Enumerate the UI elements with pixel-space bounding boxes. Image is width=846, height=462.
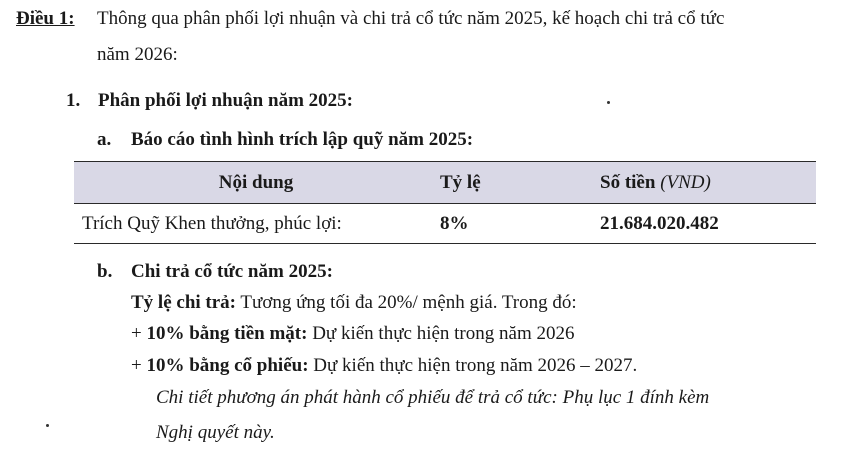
article-label: Điều 1: xyxy=(16,8,75,29)
section-b-heading xyxy=(97,261,333,283)
header-amount xyxy=(548,162,816,204)
table-header-row xyxy=(74,162,816,204)
section1-title: Phân phối lợi nhuận năm 2025: xyxy=(98,90,353,111)
row-amount: 21.684.020.482 xyxy=(548,204,816,244)
section-a-number: a. xyxy=(97,129,112,150)
list-item-bold: 10% bằng tiền mặt: xyxy=(146,323,308,344)
header-rate: Tỷ lệ xyxy=(438,162,548,204)
scan-speck xyxy=(607,101,610,104)
article-text-line1: Thông qua phân phối lợi nhuận và chi trả cổ tức năm 2025, kế hoạch chi trả cổ tức xyxy=(97,8,725,29)
article-text-line2: năm 2026: xyxy=(97,44,178,65)
payout-ratio-text: Tương ứng tối đa 20%/ mệnh giá. Trong đó: xyxy=(236,292,577,313)
header-amount-label: Số tiền xyxy=(600,171,661,193)
fund-table xyxy=(74,161,816,244)
section1-number: 1. xyxy=(66,90,81,111)
table-row xyxy=(74,204,816,244)
row-rate: 8% xyxy=(438,204,548,244)
list-item-text: Dự kiến thực hiện trong năm 2026 – 2027. xyxy=(308,355,638,376)
section-a-heading xyxy=(97,129,473,151)
list-item xyxy=(131,323,574,345)
section-b-title: Chi trả cổ tức năm 2025: xyxy=(131,261,333,282)
section-b-number: b. xyxy=(97,261,113,282)
payout-ratio-label: Tỷ lệ chi trả: xyxy=(131,292,237,313)
list-item-text: Dự kiến thực hiện trong năm 2026 xyxy=(307,323,575,344)
payout-ratio xyxy=(131,292,577,314)
detail-note-line2: Nghị quyết này. xyxy=(156,422,275,443)
detail-note-line1: Chi tiết phương án phát hành cổ phiếu để trả cổ tức: Phụ lục 1 đính kèm xyxy=(156,387,710,408)
list-item-prefix: + xyxy=(131,355,147,376)
header-amount-unit: (VND) xyxy=(660,171,711,193)
section1-heading xyxy=(66,90,353,112)
list-item xyxy=(131,355,637,377)
section-a-title: Báo cáo tình hình trích lập quỹ năm 2025: xyxy=(131,129,474,150)
row-content: Trích Quỹ Khen thưởng, phúc lợi: xyxy=(74,204,438,244)
header-content: Nội dung xyxy=(74,162,438,204)
scan-speck xyxy=(46,424,49,427)
list-item-prefix: + xyxy=(131,323,147,344)
list-item-bold: 10% bằng cổ phiếu: xyxy=(146,355,309,376)
